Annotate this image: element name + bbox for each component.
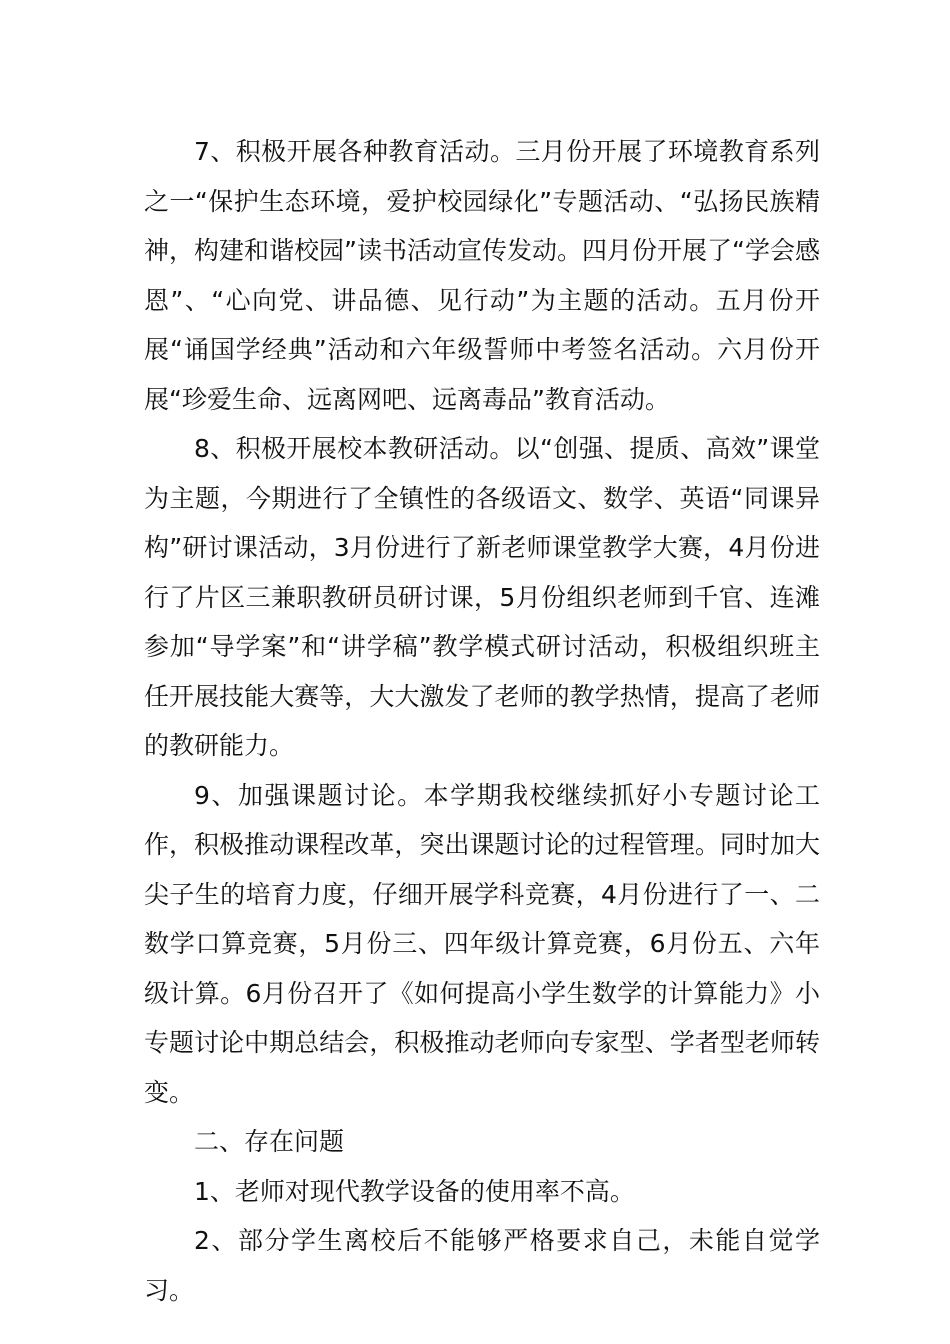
paragraph-problem-1: 1、老师对现代教学设备的使用率不高。 xyxy=(194,1176,635,1206)
document-body xyxy=(144,127,820,1315)
paragraph-topic-discussion: 9、加强课题讨论。本学期我校继续抓好小专题讨论工作，积极推动课程改革，突出课题讨论的过程管理。同时加大尖子生的培育力度，仔细开展学科竞赛，4月份进行了一、二数学口算竞赛，5月份三、四年级计算竞赛，6月份五、六年级计算。6月份召开了《如何提高小学生数学的计算能力》小专题讨论中期总结会，积极推动老师向专家型、学者型老师转变。 xyxy=(144,780,820,1107)
paragraph-problem-2: 2、部分学生离校后不能够严格要求自己，未能自觉学习。 xyxy=(144,1226,820,1305)
paragraph-teaching-research: 8、积极开展校本教研活动。以“创强、提质、高效”课堂为主题，今期进行了全镇性的各级语文、数学、英语“同课异构”研讨课活动，3月份进行了新老师课堂教学大赛，4月份进行了片区三兼职教研员研讨课，5月份组织老师到千官、连滩参加“导学案”和“讲学稿”教学模式研讨活动，积极组织班主任开展技能大赛等，大大激发了老师的教学热情，提高了老师的教研能力。 xyxy=(144,434,820,760)
section-heading-problems: 二、存在问题 xyxy=(194,1127,345,1156)
paragraph-activities: 7、积极开展各种教育活动。三月份开展了环境教育系列之一“保护生态环境，爱护校园绿化”专题活动、“弘扬民族精神，构建和谐校园”读书活动宣传发动。四月份开展了“学会感恩”、“心向党、讲品德、见行动”为主题的活动。五月份开展“诵国学经典”活动和六年级誓师中考签名活动。六月份开展“珍爱生命、远离网吧、远离毒品”教育活动。 xyxy=(144,137,820,414)
